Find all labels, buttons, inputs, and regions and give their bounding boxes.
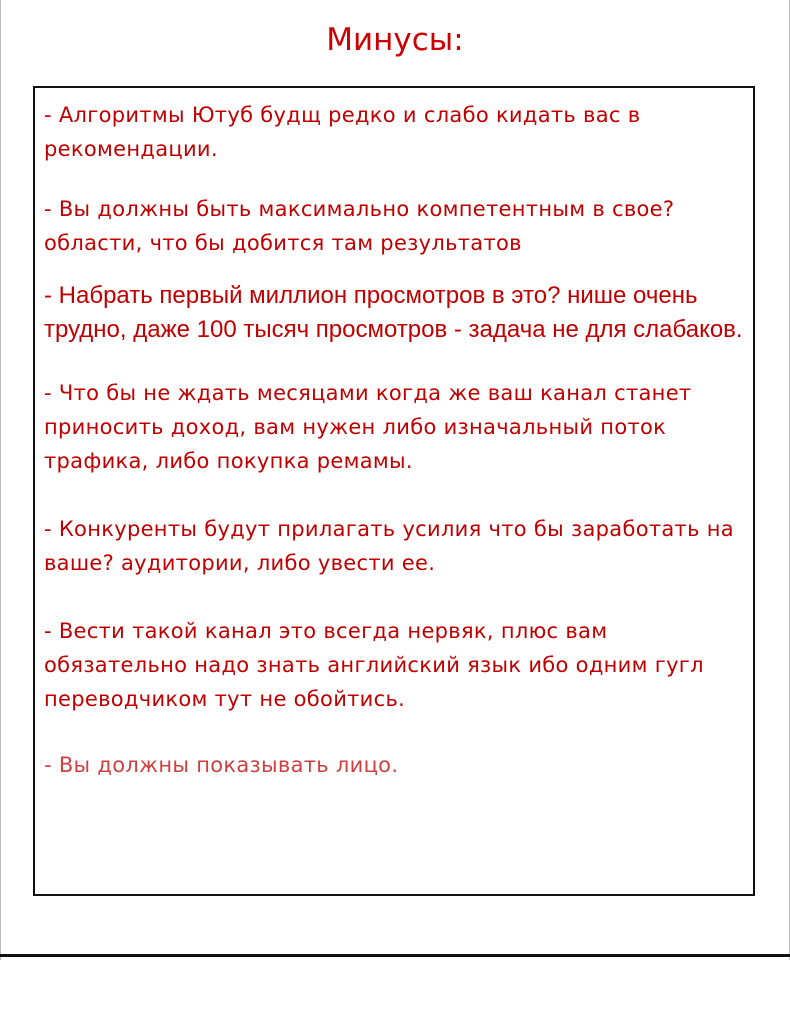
list-item: - Алгоритмы Ютуб будщ редко и слабо кидать вас в рекомендации. bbox=[44, 103, 641, 161]
page-left-edge bbox=[0, 0, 1, 960]
list-item: - Вы должны быть максимально компетентным в свое? области, что бы добится там результатов bbox=[44, 197, 675, 255]
list-item: - Конкуренты будут прилагать усилия что бы заработать на ваше? аудитории, либо увести ее. bbox=[44, 517, 734, 575]
list-item: - Набрать первый миллион просмотров в это? нише очень трудно, даже 100 тысяч просмотров - задача не для слабаков. bbox=[44, 282, 743, 343]
list-item: - Что бы не ждать месяцами когда же ваш канал станет приносить доход, вам нужен либо изначальный поток трафика, либо покупка ремамы. bbox=[44, 381, 692, 473]
list-item: - Вести такой канал это всегда нервяк, плюс вам обязательно надо знать английский язык ибо одним гугл переводчиком тут не обойтись. bbox=[44, 619, 704, 711]
bottom-divider bbox=[0, 954, 790, 957]
list-item: - Вы должны показывать лицо. bbox=[44, 753, 399, 777]
cons-list-box bbox=[33, 86, 755, 896]
slide-title: Минусы: bbox=[326, 22, 464, 58]
